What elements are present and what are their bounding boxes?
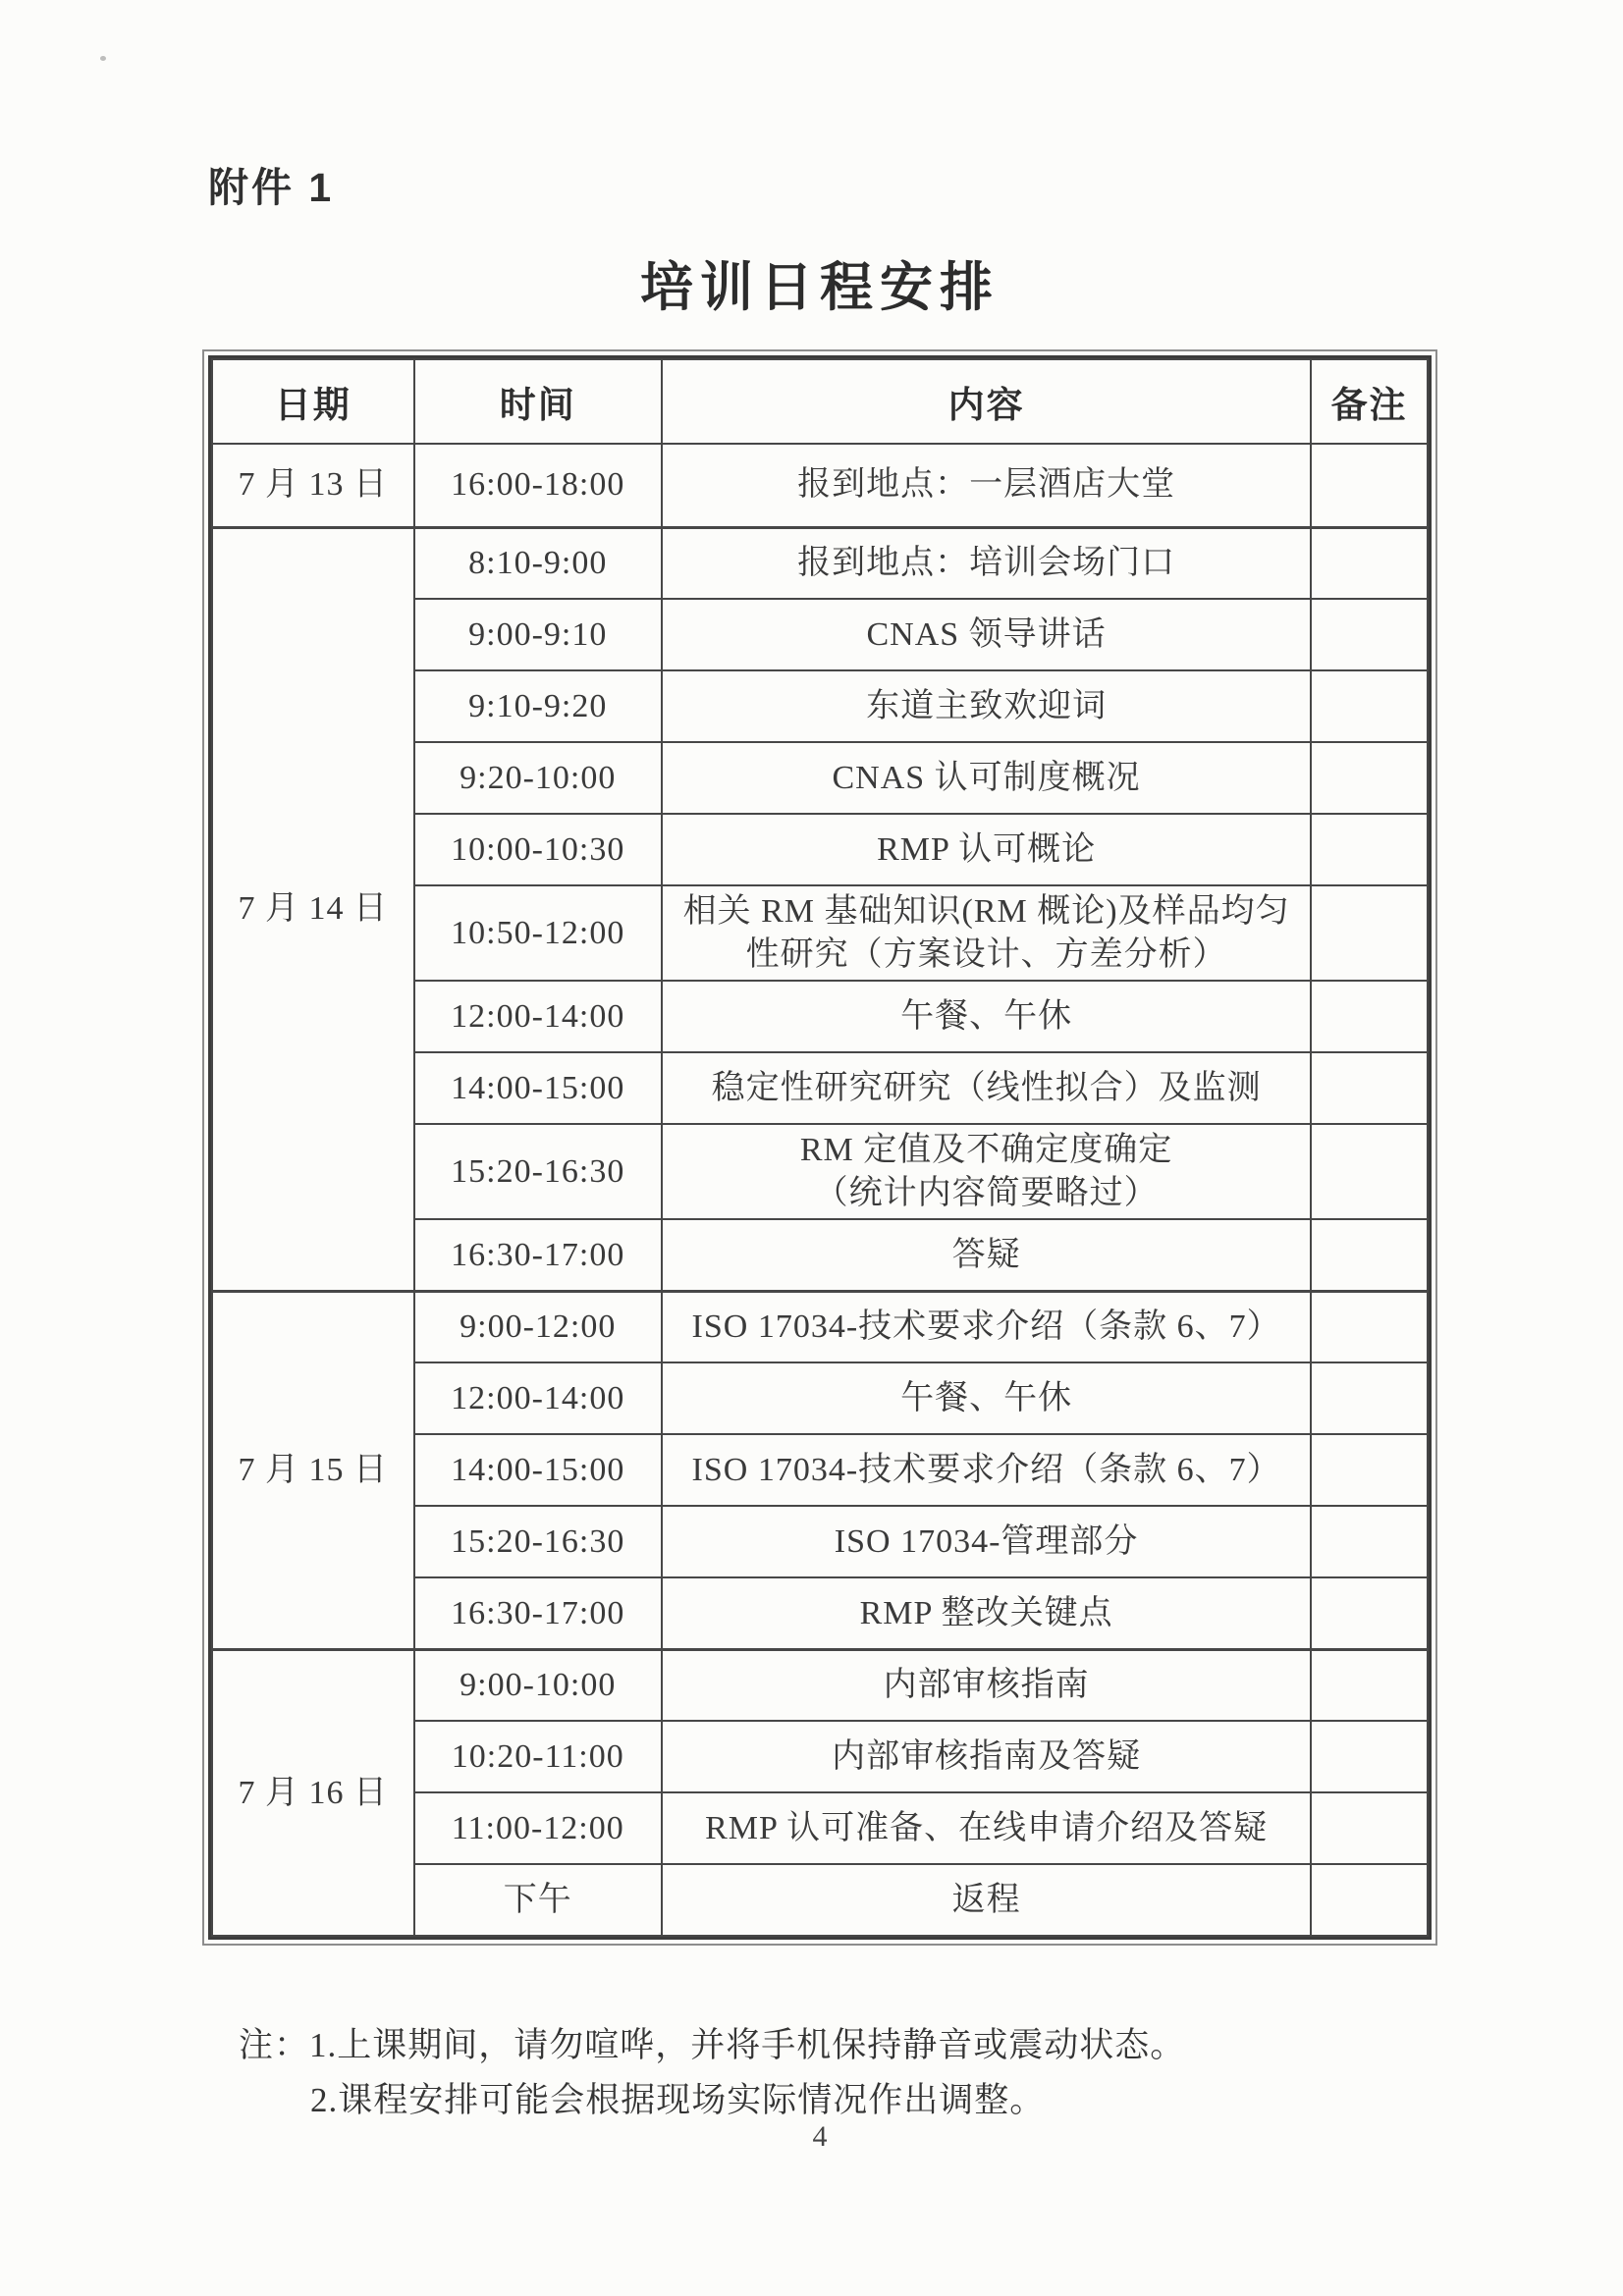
header-remark: 备注 <box>1311 359 1428 444</box>
table-row <box>212 444 1428 527</box>
remark-cell <box>1311 444 1428 527</box>
time-cell: 11:00-12:00 <box>414 1792 663 1864</box>
time-cell: 14:00-15:00 <box>414 1052 663 1124</box>
content-cell: 相关 RM 基础知识(RM 概论)及样品均匀 性研究（方案设计、方差分析） <box>662 885 1311 981</box>
time-cell: 10:50-12:00 <box>414 885 663 981</box>
table-row <box>212 1291 1428 1362</box>
time-cell: 16:30-17:00 <box>414 1219 663 1291</box>
table-row <box>212 527 1428 599</box>
content-cell: RMP 整改关键点 <box>662 1577 1311 1649</box>
content-cell: ISO 17034-技术要求介绍（条款 6、7） <box>662 1434 1311 1506</box>
remark-cell <box>1311 1649 1428 1721</box>
content-cell: RMP 认可概论 <box>662 814 1311 885</box>
header-time: 时间 <box>414 359 663 444</box>
time-cell: 9:10-9:20 <box>414 670 663 742</box>
time-cell: 12:00-14:00 <box>414 1362 663 1434</box>
time-cell: 16:00-18:00 <box>414 444 663 527</box>
header-date: 日期 <box>212 359 414 444</box>
remark-cell <box>1311 1506 1428 1577</box>
content-cell: RM 定值及不确定度确定 （统计内容简要略过） <box>662 1124 1311 1219</box>
remark-cell <box>1311 527 1428 599</box>
time-cell: 下午 <box>414 1864 663 1936</box>
time-cell: 9:00-12:00 <box>414 1291 663 1362</box>
remark-cell <box>1311 1291 1428 1362</box>
schedule-table-inner-border <box>208 355 1432 1940</box>
content-cell: CNAS 认可制度概况 <box>662 742 1311 814</box>
content-cell: 午餐、午休 <box>662 1362 1311 1434</box>
remark-cell <box>1311 1434 1428 1506</box>
content-cell: 稳定性研究研究（线性拟合）及监测 <box>662 1052 1311 1124</box>
time-cell: 9:00-9:10 <box>414 599 663 670</box>
date-cell: 7 月 14 日 <box>212 527 414 1291</box>
content-cell: 内部审核指南及答疑 <box>662 1721 1311 1792</box>
content-cell: ISO 17034-管理部分 <box>662 1506 1311 1577</box>
remark-cell <box>1311 885 1428 981</box>
remark-cell <box>1311 814 1428 885</box>
content-cell: ISO 17034-技术要求介绍（条款 6、7） <box>662 1291 1311 1362</box>
time-cell: 15:20-16:30 <box>414 1124 663 1219</box>
time-cell: 12:00-14:00 <box>414 981 663 1052</box>
schedule-table <box>211 358 1429 1937</box>
time-cell: 9:00-10:00 <box>414 1649 663 1721</box>
time-cell: 16:30-17:00 <box>414 1577 663 1649</box>
schedule-table-body <box>212 444 1428 1936</box>
time-cell: 10:00-10:30 <box>414 814 663 885</box>
date-cell: 7 月 15 日 <box>212 1291 414 1649</box>
time-cell: 14:00-15:00 <box>414 1434 663 1506</box>
content-cell: 内部审核指南 <box>662 1649 1311 1721</box>
remark-cell <box>1311 1052 1428 1124</box>
time-cell: 15:20-16:30 <box>414 1506 663 1577</box>
page-title: 培训日程安排 <box>640 258 1000 317</box>
schedule-table-frame <box>202 349 1437 1946</box>
table-row <box>212 1649 1428 1721</box>
footnote-line-1: 注：1.上课期间，请勿喧哗，并将手机保持静音或震动状态。 <box>239 2026 1186 2064</box>
table-header-row <box>212 359 1428 444</box>
content-cell: 报到地点：一层酒店大堂 <box>662 444 1311 527</box>
date-cell: 7 月 16 日 <box>212 1649 414 1936</box>
content-cell: RMP 认可准备、在线申请介绍及答疑 <box>662 1792 1311 1864</box>
attachment-label: 附件 1 <box>208 165 335 210</box>
remark-cell <box>1311 1577 1428 1649</box>
time-cell: 9:20-10:00 <box>414 742 663 814</box>
time-cell: 10:20-11:00 <box>414 1721 663 1792</box>
footnote-line-2: 2.课程安排可能会根据现场实际情况作出调整。 <box>310 2081 1046 2119</box>
remark-cell <box>1311 1864 1428 1936</box>
content-cell: CNAS 领导讲话 <box>662 599 1311 670</box>
remark-cell <box>1311 1219 1428 1291</box>
remark-cell <box>1311 981 1428 1052</box>
content-cell: 午餐、午休 <box>662 981 1311 1052</box>
remark-cell <box>1311 670 1428 742</box>
scan-artifact-dot <box>100 56 106 61</box>
content-cell: 返程 <box>662 1864 1311 1936</box>
remark-cell <box>1311 1124 1428 1219</box>
header-content: 内容 <box>662 359 1311 444</box>
content-cell: 报到地点：培训会场门口 <box>662 527 1311 599</box>
page-number: 4 <box>812 2120 828 2153</box>
content-cell: 东道主致欢迎词 <box>662 670 1311 742</box>
remark-cell <box>1311 742 1428 814</box>
remark-cell <box>1311 1721 1428 1792</box>
content-cell: 答疑 <box>662 1219 1311 1291</box>
remark-cell <box>1311 1792 1428 1864</box>
remark-cell <box>1311 1362 1428 1434</box>
date-cell: 7 月 13 日 <box>212 444 414 527</box>
time-cell: 8:10-9:00 <box>414 527 663 599</box>
remark-cell <box>1311 599 1428 670</box>
